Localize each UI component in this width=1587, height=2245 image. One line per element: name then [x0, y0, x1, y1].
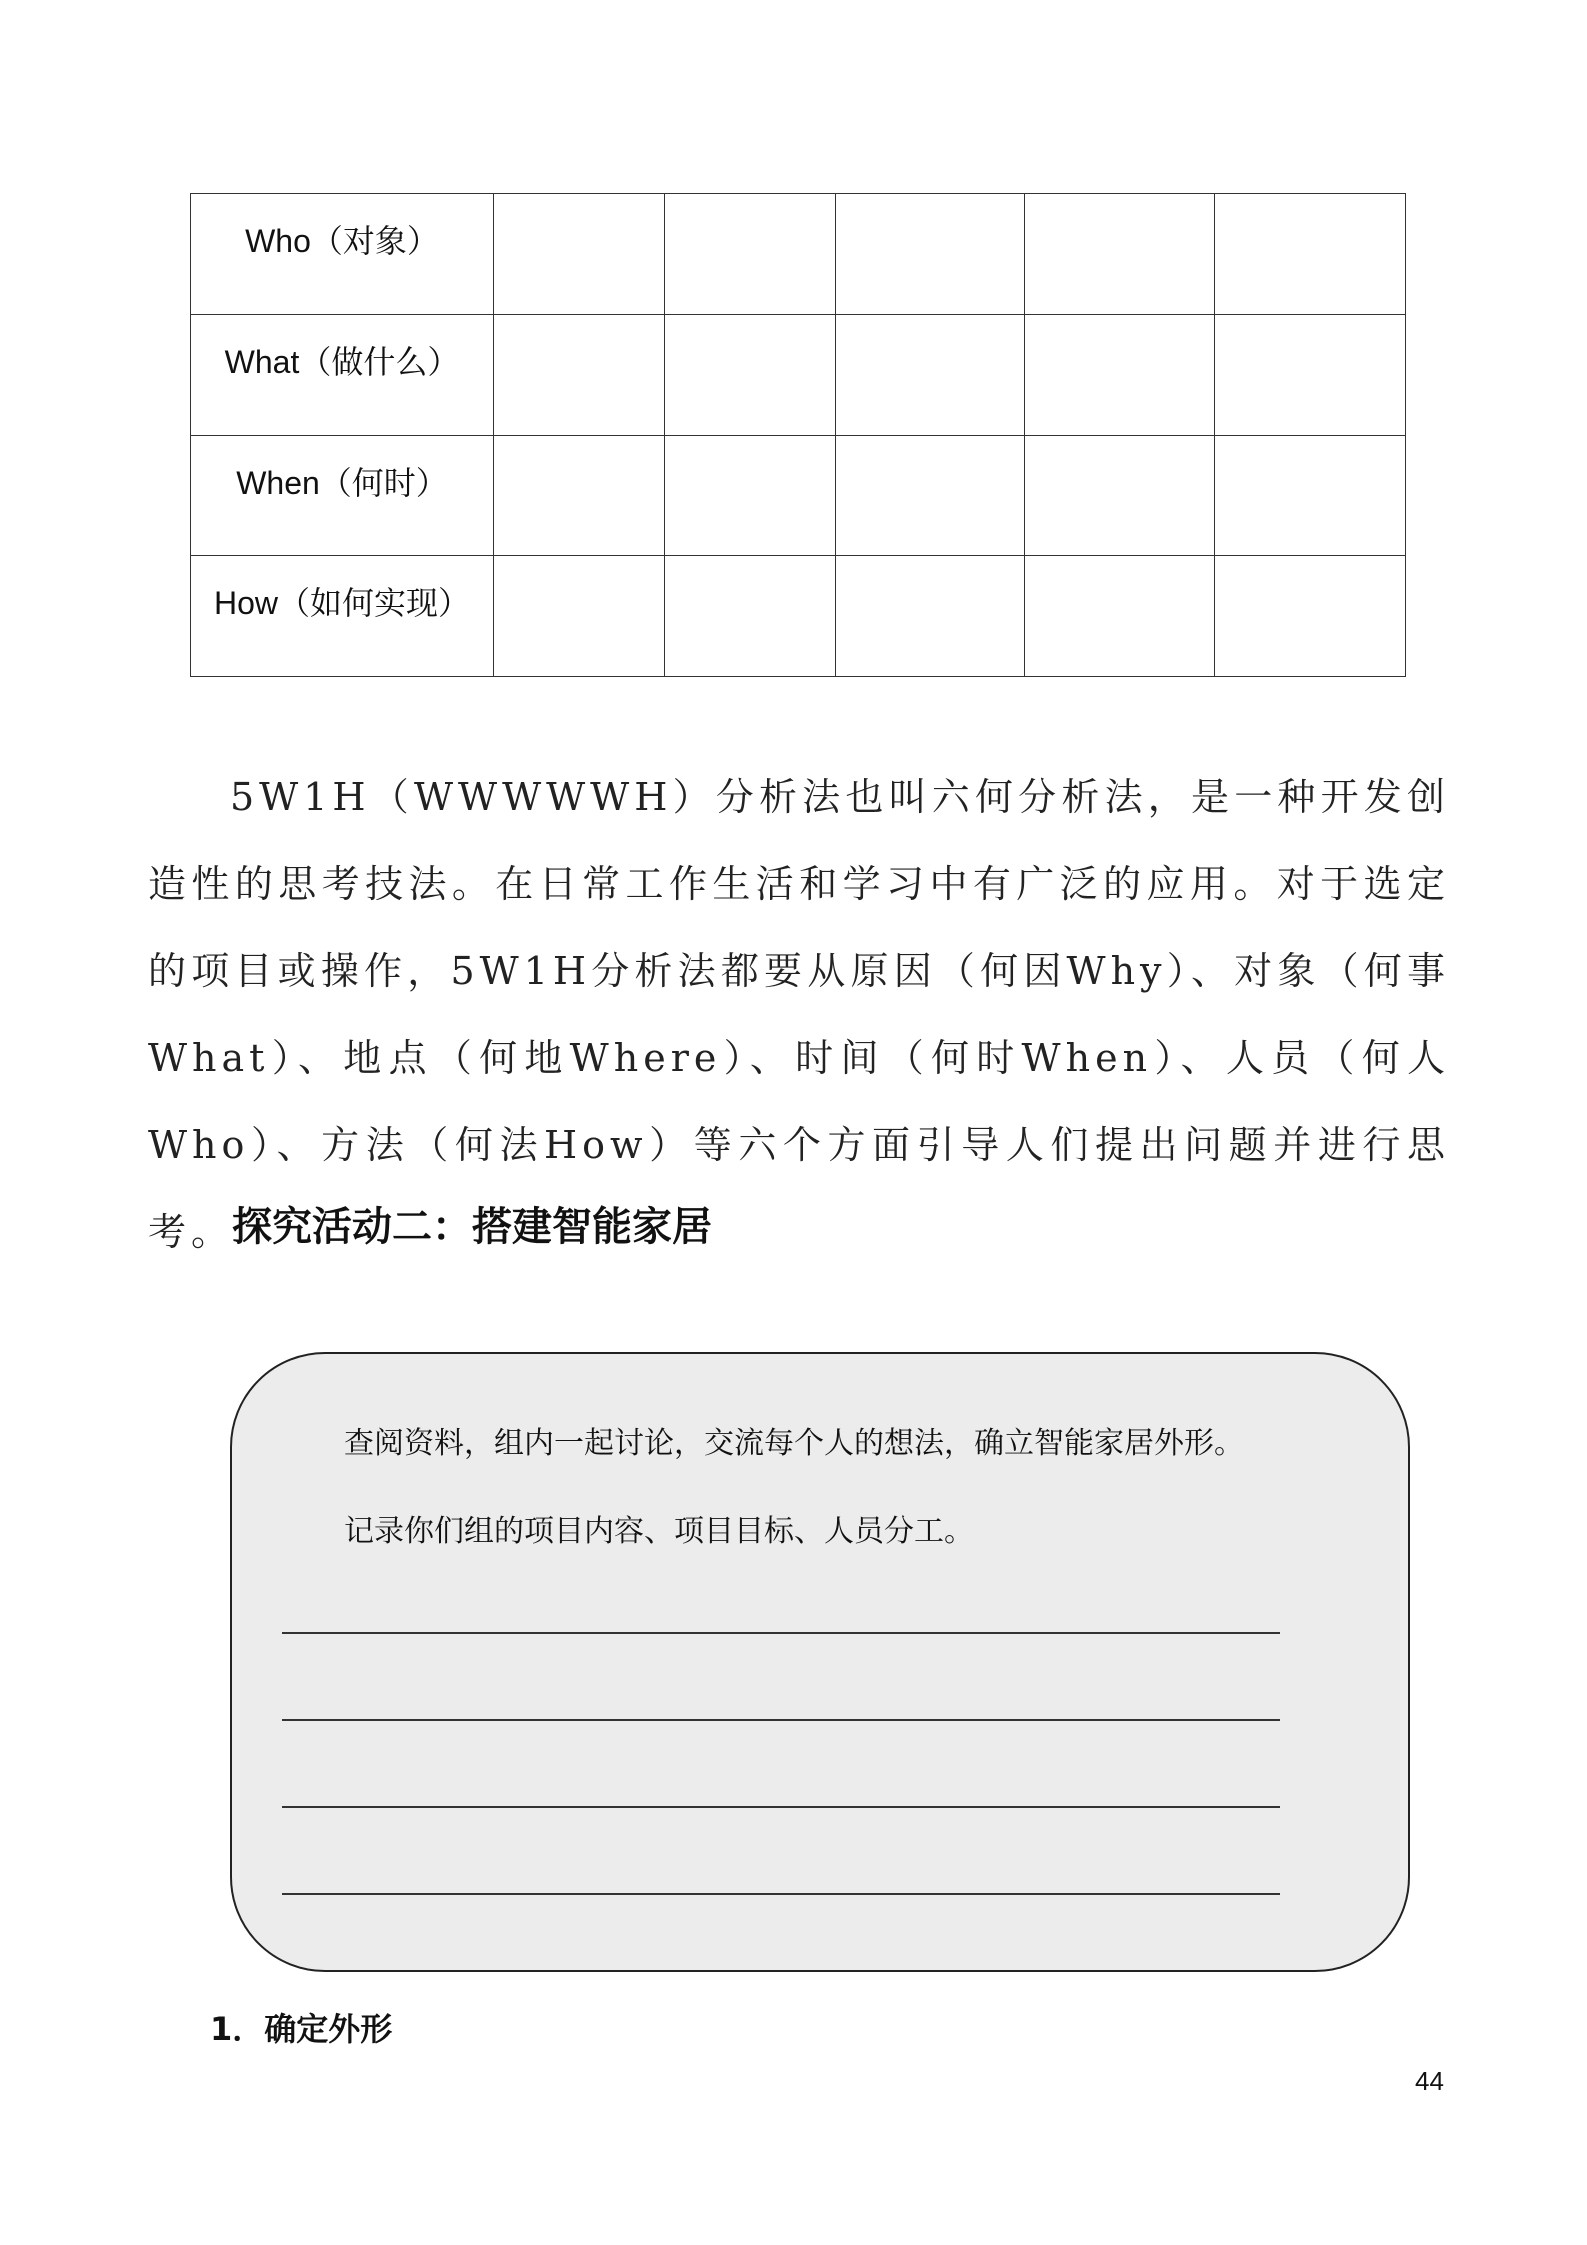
writing-line[interactable] [282, 1806, 1280, 1808]
table-row-how [191, 556, 1406, 677]
activity-instruction-box [230, 1352, 1410, 1972]
section-heading: 探究活动二：搭建智能家居 [232, 1204, 712, 1250]
writing-line[interactable] [282, 1632, 1280, 1634]
table-cell [1215, 435, 1406, 556]
table-cell [1025, 314, 1215, 435]
5w1h-worksheet-table [190, 193, 1406, 677]
table-row-who [191, 194, 1406, 315]
table-cell [665, 314, 836, 435]
table-cell [494, 435, 665, 556]
table-cell [836, 435, 1025, 556]
page-number: 44 [1415, 2066, 1444, 2096]
table-cell [1025, 556, 1215, 677]
table-cell [1215, 194, 1406, 315]
table-cell [494, 556, 665, 677]
row-label-who: Who（对象） [191, 194, 494, 315]
row-label-how: How（如何实现） [191, 556, 494, 677]
table-cell [665, 435, 836, 556]
instruction-line-2: 记录你们组的项目内容、项目目标、人员分工。 [344, 1514, 974, 1549]
table-cell [1025, 435, 1215, 556]
table-cell [836, 314, 1025, 435]
table-cell [1215, 556, 1406, 677]
instruction-line-1: 查阅资料，组内一起讨论，交流每个人的想法，确立智能家居外形。 [344, 1426, 1244, 1461]
table-cell [836, 194, 1025, 315]
table-cell [1025, 194, 1215, 315]
sub-heading-determine-shape: 1．确定外形 [210, 2010, 393, 2048]
writing-line[interactable] [282, 1893, 1280, 1895]
row-label-when: When（何时） [191, 435, 494, 556]
table-cell [494, 314, 665, 435]
5w1h-description-paragraph: 5W1H（WWWWWH）分析法也叫六何分析法，是一种开发创造性的思考技法。在日常工作生活和学习中有广泛的应用。对于选定的项目或操作，5W1H分析法都要从原因（何因Why）、对象（何事What）、地点（何地Where）、时间（何时When）、人员（何人Who）、方法（何法How）等六个方面引导人们提出问题并进行思考。 [148, 775, 1450, 1254]
table-row-when [191, 435, 1406, 556]
table-cell [1215, 314, 1406, 435]
table-cell [665, 556, 836, 677]
table-cell [836, 556, 1025, 677]
writing-line[interactable] [282, 1719, 1280, 1721]
table-cell [494, 194, 665, 315]
table-row-what [191, 314, 1406, 435]
table-cell [665, 194, 836, 315]
row-label-what: What（做什么） [191, 314, 494, 435]
